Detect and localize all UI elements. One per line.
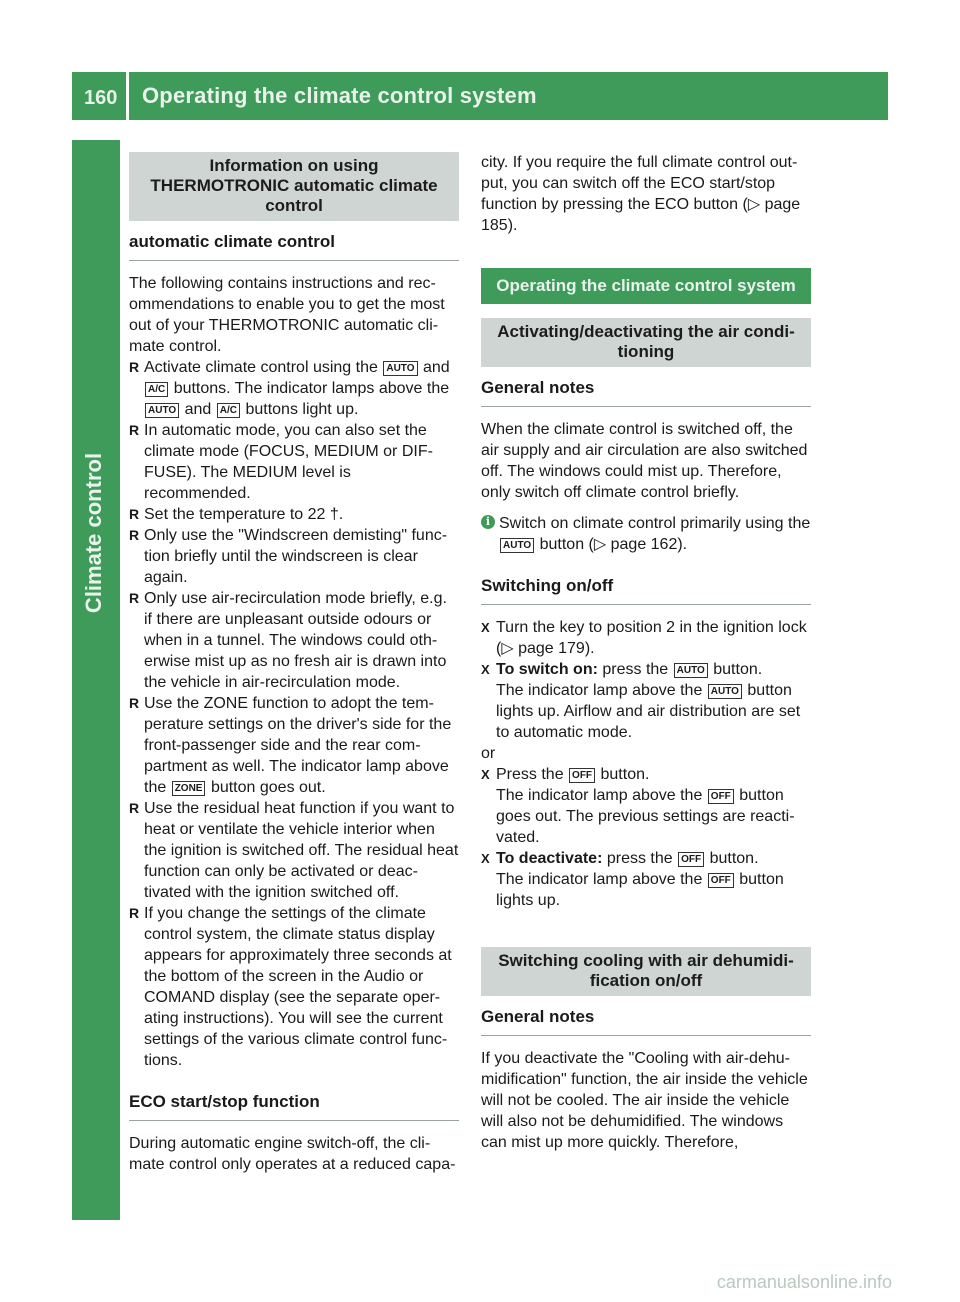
page-number: 160 <box>84 87 118 109</box>
list-item: R Set the temperature to 22 †. <box>129 504 459 525</box>
step-item: X Press the OFF button. The indicator lamp above the OFF button goes out. The previous settings are reactivated. <box>481 764 811 848</box>
list-item: R Activate climate control using the AUTO and A/C buttons. The indicator lamps above the AUTO and A/C buttons light up. <box>129 357 459 420</box>
auto-key-icon: AUTO <box>708 684 742 699</box>
header-divider <box>126 72 129 120</box>
cooling-heading: Switching cooling with air dehumidification on/off <box>481 947 811 996</box>
eco-heading: ECO start/stop function <box>129 1091 459 1121</box>
general-notes-heading: General notes <box>481 377 811 407</box>
step-item: X Turn the key to position 2 in the ignition lock (▷ page 179). <box>481 617 811 659</box>
left-column <box>129 152 459 1175</box>
or-text: or <box>481 745 496 762</box>
off-key-icon: OFF <box>569 768 595 783</box>
zone-key-icon: ZONE <box>172 781 206 796</box>
list-item: R If you change the settings of the climate control system, the climate status display appears for approximately three seconds at the bottom of the screen in the Audio or COMAND display (see the separate operating instructions). You will see the current settings of the various climate control functions. <box>129 903 459 1071</box>
chapter-label: Climate control <box>81 452 106 614</box>
info-note: i Switch on climate control primarily using the AUTO button (▷ page 162). <box>481 513 811 555</box>
right-column <box>481 152 811 1153</box>
chapter-tab <box>72 140 120 1220</box>
info-icon: i <box>481 515 495 529</box>
eco-text: During automatic engine switch-off, the climate control only operates at a reduced capa- <box>129 1135 456 1173</box>
intro-text: The following contains instructions and recommendations to enable you to get the most out of your THERMOTRONIC automatic climate control. <box>129 275 445 355</box>
general-notes-heading: General notes <box>481 1006 811 1036</box>
general-notes-text: When the climate control is switched off, the air supply and air circulation are also switched off. The windows could mist up. Therefore, only switch off climate control briefly. <box>481 421 808 501</box>
list-item: R In automatic mode, you can also set the climate mode (FOCUS, MEDIUM or DIFFUSE). The MEDIUM level is recommended. <box>129 420 459 504</box>
steps-list <box>481 617 811 743</box>
auto-key-icon: AUTO <box>383 361 417 376</box>
auto-key-icon: AUTO <box>674 663 708 678</box>
ac-key-icon: A/C <box>217 403 240 418</box>
info-heading: Information on using THERMOTRONIC automatic climate control <box>129 152 459 221</box>
watermark: carmanualsonline.info <box>716 1272 892 1292</box>
steps-list <box>481 764 811 911</box>
list-item: R Only use the "Windscreen demisting" function briefly until the windscreen is clear again. <box>129 525 459 588</box>
off-key-icon: OFF <box>678 852 704 867</box>
switching-heading: Switching on/off <box>481 575 811 605</box>
continued-text: city. If you require the full climate control output, you can switch off the ECO start/stop function by pressing the ECO button (▷ page 185). <box>481 154 801 234</box>
tips-list <box>129 357 459 1071</box>
auto-heading: automatic climate control <box>129 231 459 261</box>
off-key-icon: OFF <box>708 873 734 888</box>
section-heading: Operating the climate control system <box>481 268 811 304</box>
auto-key-icon: AUTO <box>145 403 179 418</box>
activate-heading: Activating/deactivating the air conditioning <box>481 318 811 367</box>
list-item: R Use the residual heat function if you want to heat or ventilate the vehicle interior when the ignition is switched off. The residual heat function can only be activated or deactivated with the ignition switched off. <box>129 798 459 903</box>
page-title: Operating the climate control system <box>142 83 537 108</box>
off-key-icon: OFF <box>708 789 734 804</box>
step-item: X To deactivate: press the OFF button. The indicator lamp above the OFF button lights up. <box>481 848 811 911</box>
list-item: R Only use air-recirculation mode briefly, e.g. if there are unpleasant outside odours or when in a tunnel. The windows could otherwise mist up as no fresh air is drawn into the vehicle in air-recirculation mode. <box>129 588 459 693</box>
auto-key-icon: AUTO <box>500 538 534 553</box>
page-header <box>72 72 888 120</box>
list-item: R Use the ZONE function to adopt the temperature settings on the driver's side for the front-passenger side and the rear compartment as well. The indicator lamp above the ZONE button goes out. <box>129 693 459 798</box>
step-item: X To switch on: press the AUTO button. The indicator lamp above the AUTO button lights up. Airflow and air distribution are set to automatic mode. <box>481 659 811 743</box>
cooling-text: If you deactivate the "Cooling with air-dehumidification" function, the air inside the vehicle will not be cooled. The air inside the vehicle will also not be dehumidified. The windows can mist up more quickly. Therefore, <box>481 1050 808 1151</box>
ac-key-icon: A/C <box>145 382 168 397</box>
